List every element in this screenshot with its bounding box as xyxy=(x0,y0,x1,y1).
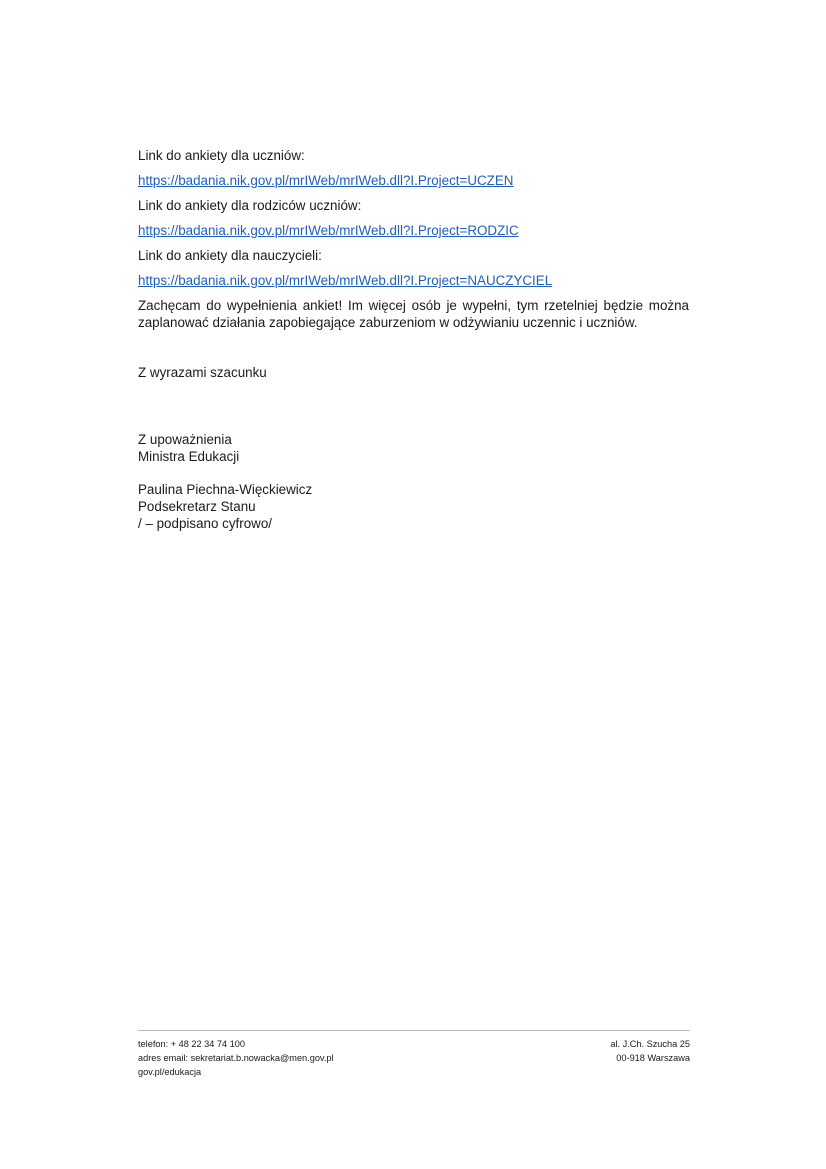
signature-block xyxy=(138,431,689,532)
letter-body xyxy=(138,147,689,532)
footer-phone: telefon: + 48 22 34 74 100 xyxy=(138,1039,246,1049)
digital-signature-note: / – podpisano cyfrowo/ xyxy=(138,516,272,531)
footer-address xyxy=(610,1037,690,1065)
teacher-survey-link[interactable]: https://badania.nik.gov.pl/mrIWeb/mrIWeb.dll?I.Project=NAUCZYCIEL xyxy=(138,273,553,288)
footer-website: gov.pl/edukacja xyxy=(138,1067,202,1077)
footer-email: adres email: sekretariat.b.nowacka@men.gov.pl xyxy=(138,1053,334,1063)
signatory-title: Podsekretarz Stanu xyxy=(138,499,256,514)
footer-street: al. J.Ch. Szucha 25 xyxy=(610,1039,690,1049)
authorization-line: Z upoważnienia xyxy=(138,432,232,447)
student-survey-link[interactable]: https://badania.nik.gov.pl/mrIWeb/mrIWeb.dll?I.Project=UCZEN xyxy=(138,173,514,188)
student-survey-label: Link do ankiety dla uczniów: xyxy=(138,148,305,163)
parent-survey-line xyxy=(138,222,689,239)
parent-survey-label: Link do ankiety dla rodziców uczniów: xyxy=(138,198,362,213)
footer-city: 00-918 Warszawa xyxy=(616,1053,690,1063)
encouragement-paragraph: Zachęcam do wypełnienia ankiet! Im więcej osób je wypełni, tym rzetelniej będzie można zaplanować działania zapobiegające zaburzeniom w odżywianiu uczennic i uczniów. xyxy=(138,298,689,330)
parent-survey-link[interactable]: https://badania.nik.gov.pl/mrIWeb/mrIWeb.dll?I.Project=RODZIC xyxy=(138,223,519,238)
authorization-ministry: Ministra Edukacji xyxy=(138,449,240,464)
closing-salutation: Z wyrazami szacunku xyxy=(138,365,267,380)
footer-contact xyxy=(138,1037,334,1079)
signature-spacer xyxy=(138,465,689,481)
signatory-name: Paulina Piechna-Więckiewicz xyxy=(138,482,313,497)
teacher-survey-line xyxy=(138,272,689,289)
teacher-survey-label: Link do ankiety dla nauczycieli: xyxy=(138,248,322,263)
footer-divider xyxy=(138,1030,690,1031)
student-survey-line xyxy=(138,172,689,189)
